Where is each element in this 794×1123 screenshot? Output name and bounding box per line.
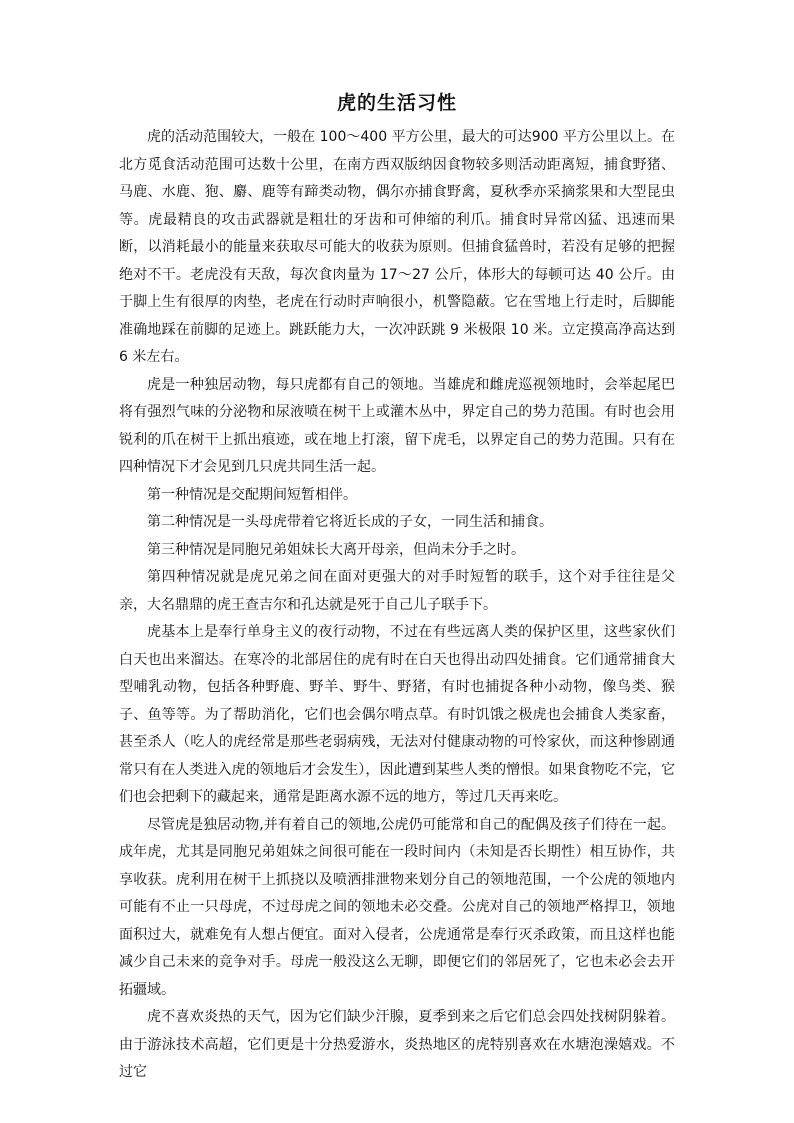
- paragraph-case-two: 第二种情况是一头母虎带着它将近长成的子女，一同生活和捕食。: [147, 514, 553, 530]
- paragraph-nocturnal-hunting: 虎基本上是奉行单身主义的夜行动物，不过在有些远离人类的保护区里，这些家伙们白天也出来溜达。在寒冷的北部居住的虎有时在白天也得出动四处捕食。它们通常捕食大型哺乳动物，包括各种野鹿、野羊、野牛、野猪，有时也捕捉各种小动物，像鸟类、猴子、鱼等等。为了帮助消化，它们也会偶尔啃点草。有时饥饿之极虎也会捕食人类家畜，甚至杀人（吃人的虎经常是那些老弱病残，无法对付健康动物的可怜家伙，而这种惨剧通常只有在人类进入虎的领地后才会发生），因此遭到某些人类的憎恨。如果食物吃不完，它们也会把剩下的藏起来，通常是距离水源不远的地方，等过几天再来吃。: [119, 624, 675, 805]
- paragraph-solitary-territory: 虎是一种独居动物，每只虎都有自己的领地。当雄虎和雌虎巡视领地时，会举起尾巴将有强烈气味的分泌物和尿液喷在树干上或灌木丛中，界定自己的势力范围。有时也会用锐利的爪在树干上抓出痕迹，或在地上打滚，留下虎毛，以界定自己的势力范围。只有在四种情况下才会见到几只虎共同生活一起。: [119, 376, 675, 475]
- paragraph-activity-range: 虎的活动范围较大，一般在 100～400 平方公里，最大的可达900 平方公里以上。在北方觅食活动范围可达数十公里，在南方西双版纳因食物较多则活动距离短，捕食野猪、马鹿、水鹿、狍、麝、鹿等有蹄类动物，偶尔亦捕食野禽，夏秋季亦采摘浆果和大型昆虫等。虎最精良的攻击武器就是粗壮的牙齿和可伸缩的利爪。捕食时异常凶猛、迅速而果断，以消耗最小的能量来获取尽可能大的收获为原则。但捕食猛兽时，若没有足够的把握绝对不干。老虎没有天敌，每次食肉量为 17～27 公斤，体形大的每顿可达 40 公斤。由于脚上生有很厚的肉垫，老虎在行动时声响很小，机警隐蔽。它在雪地上行走时，后脚能准确地踩在前脚的足迹上。跳跃能力大，一次冲跃跳 9 米极限 10 米。立定摸高净高达到 6 米左右。: [119, 129, 675, 365]
- paragraph-case-one: 第一种情况是交配期间短暂相伴。: [147, 486, 357, 503]
- paragraph-territory-defense: 尽管虎是独居动物,并有着自己的领地,公虎仍可能常和自己的配偶及孩子们待在一起。成年虎，尤其是同胞兄弟姐妹之间很可能在一段时间内（未知是否长期性）相互协作，共享收获。虎利用在树干上抓挠以及喷洒排泄物来划分自己的领地范围，一个公虎的领地内可能有不止一只母虎，不过母虎之间的领地未必交叠。公虎对自己的领地严格捍卫，领地面积过大，就难免有人想占便宜。面对入侵者，公虎通常是奉行灭杀政策，而且这样也能减少自己未来的竞争对手。母虎一般没这么无聊，即便它们的邻居死了，它也未必会去开拓疆域。: [119, 816, 675, 998]
- paragraph-heat-swimming: 虎不喜欢炎热的天气，因为它们缺少汗腺，夏季到来之后它们总会四处找树阴躲着。由于游泳技术高超，它们更是十分热爱游水，炎热地区的虎特别喜欢在水塘泡澡嬉戏。不过它: [119, 1009, 675, 1080]
- document-title: 虎的生活习性: [336, 92, 457, 114]
- paragraph-case-three: 第三种情况是同胞兄弟姐妹长大离开母亲，但尚未分手之时。: [147, 541, 525, 558]
- document-page: [119, 90, 675, 1087]
- paragraph-case-four: 第四种情况就是虎兄弟之间在面对更强大的对手时短暂的联手，这个对手往往是父亲，大名鼎鼎的虎王查吉尔和孔达就是死于自己儿子联手下。: [119, 569, 675, 613]
